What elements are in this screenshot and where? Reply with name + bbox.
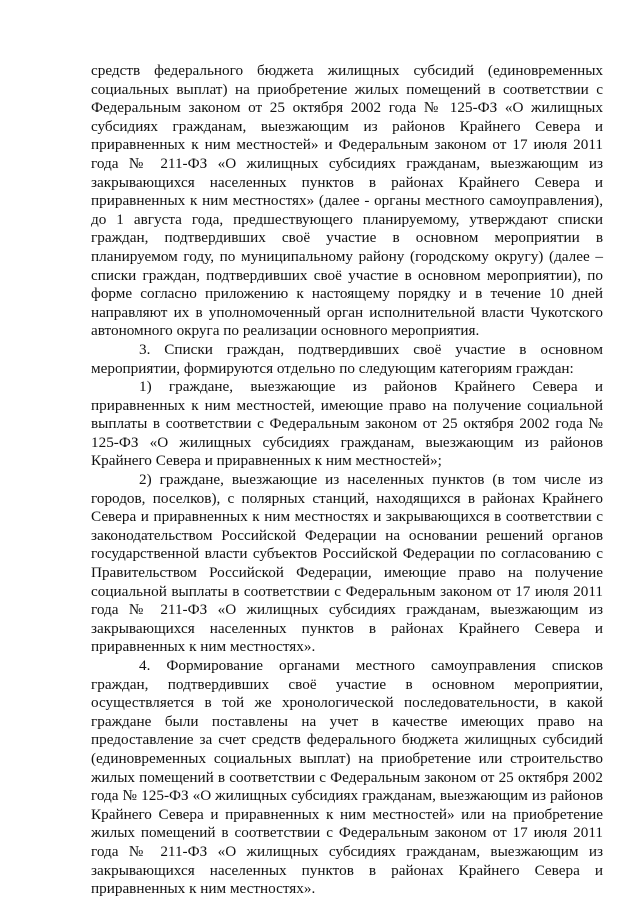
paragraph-item-3: 3. Списки граждан, подтвердивших своё участие в основном мероприятии, формируются отдельно по следующим категориям граждан: — [91, 340, 603, 377]
paragraph-continuation: средств федерального бюджета жилищных субсидий (единовременных социальных выплат) на приобретение жилых помещений в соответствии с Федеральным законом от 25 октября 2002 года № 125-ФЗ «О жилищных субсидиях гражданам, выезжающим из районов Крайнего Севера и приравненных к ним местностей» и Федеральным законом от 17 июля 2011 года № 211-ФЗ «О жилищных субсидиях гражданам, выезжающим из закрывающихся населенных пунктов в районах Крайнего Севера и приравненных к ним местностях» (далее - органы местного самоуправления), до 1 августа года, предшествующего планируемому, утверждают списки граждан, подтвердивших своё участие в основном мероприятии в планируемом году, по муниципальному району (городскому округу) (далее – списки граждан, подтвердивших своё участие в основном мероприятии), по форме согласно приложению к настоящему порядку и в течение 10 дней направляют их в уполномоченный орган исполнительной власти Чукотского автономного округа по реализации основного мероприятия. — [91, 62, 603, 340]
paragraph-subitem-1: 1) граждане, выезжающие из районов Крайнего Севера и приравненных к ним местностей, имеющие право на получение социальной выплаты в соответствии с Федеральным законом от 25 октября 2002 года № 125-ФЗ «О жилищных субсидиях гражданам, выезжающим из районов Крайнего Севера и приравненных к ним местностей»; — [91, 378, 603, 470]
paragraph-item-4: 4. Формирование органами местного самоуправления списков граждан, подтвердивших своё участие в основном мероприятии, осуществляется в той же хронологической последовательности, в какой граждане были поставлены на учет в качестве имеющих право на предоставление за счет средств федерального бюджета жилищных субсидий (единовременных социальных выплат) на приобретение или строительство жилых помещений в соответствии с Федеральным законом от 25 октября 2002 года № 125-ФЗ «О жилищных субсидиях гражданам, выезжающим из районов Крайнего Севера и приравненных к ним местностей» или на приобретение жилых помещений в соответствии с Федеральным законом от 17 июля 2011 года № 211-ФЗ «О жилищных субсидиях гражданам, выезжающим из закрывающихся населенных пунктов в районах Крайнего Севера и приравненных к ним местностях». — [91, 657, 603, 898]
paragraph-subitem-2: 2) граждане, выезжающие из населенных пунктов (в том числе из городов, поселков), с полярных станций, находящихся в районах Крайнего Севера и приравненных к ним местностях и закрывающихся в соответствии с законодательством Российской Федерации на основании решений органов государственной власти субъектов Российской Федерации по согласованию с Правительством Российской Федерации, имеющие право на получение социальной выплаты в соответствии с Федеральным законом от 17 июля 2011 года № 211-ФЗ «О жилищных субсидиях гражданам, выезжающим из закрывающихся населенных пунктов в районах Крайнего Севера и приравненных к ним местностях». — [91, 471, 603, 656]
document-page — [91, 62, 603, 899]
